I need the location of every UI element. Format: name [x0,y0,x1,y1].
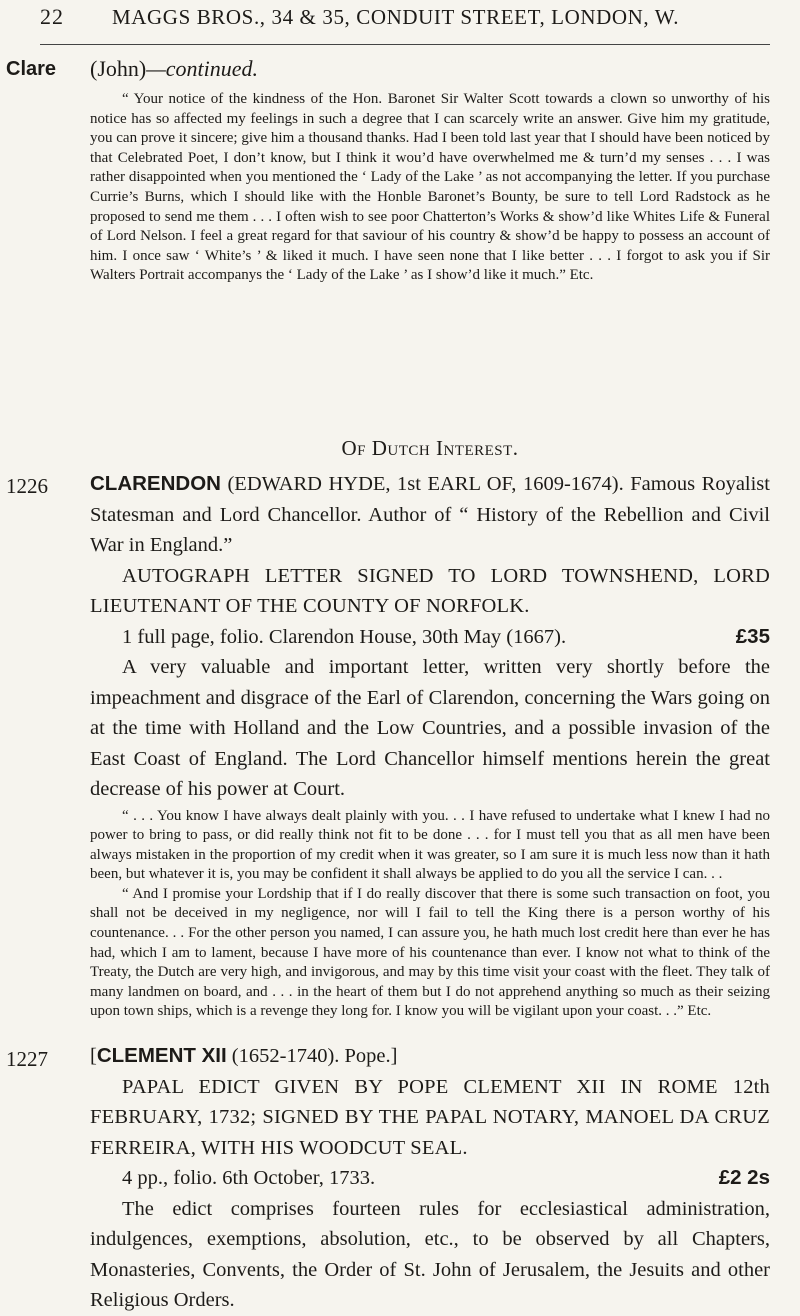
entry-1227-details: 4 pp., folio. 6th October, 1733. [122,1167,376,1189]
entry-1226-name: CLARENDON [90,472,221,495]
entry-1227-body [90,1041,770,1316]
margin-name-clare: Clare [6,58,57,80]
lot-number-1226: 1226 [6,474,48,498]
entry-1226-details-line [90,622,770,653]
continued-quote [90,90,770,286]
entry-1226-quotes [90,807,770,1023]
running-head: MAGGS BROS., 34 & 35, CONDUIT STREET, LONDON, W. [112,5,680,29]
entry-1226-quote-1: “ . . . You know I have always dealt plainly with you. . . I have refused to undertake what I knew I had no power to bring to pass, or did really think not fit to be done . . . for I must tell you that as all men have been always mistaken in the proportion of my credit when it was greater, so I am sure it is much less now than it hath been, but whatever it is, you may be confident it shall always be applied to do you all the service I can. . . [90,807,770,883]
quote-paragraph: “ Your notice of the kindness of the Hon. Baronet Sir Walter Scott towards a clown so unworthy of his notice has so affected my feelings in such a degree that I can scarcely write an answer. Give him my gratitude, you can prove it sincere; give him a thousand thanks. Had I been told last year that I should have been noticed by that Celebrated Poet, I don’t know, but I think it wou’d have overwhelmed me & turn’d my senses . . . I was rather disappointed when you mentioned the ‘ Lady of the Lake ’ as not accompanying the letter. If you purchase Currie’s Burns, which I should like with the Honble Baronet’s Bounty, be sure to tell Lord Radstock as he proposed to send me them . . . I often wish to see poor Chatterton’s Works & show’d like Whites Life & Funeral of Lord Nelson. I feel a great regard for that saviour of his country & show’d be happy to possess an account of him. I once saw ‘ White’s ’ & liked it much. I have seen none that I like better . . . I forgot to ask you if Sir Walters Portrait accompanys the ‘ Lady of the Lake ’ as I show’d like it much.” Etc. [90,91,770,284]
entry-1226-body [90,469,770,805]
entry-1227-title: PAPAL EDICT GIVEN BY POPE CLEMENT XII IN ROME 12th FEBRUARY, 1732; SIGNED BY THE PAPAL NOTARY, MANOEL DA CRUZ FERREIRA, WITH HIS WOODCUT SEAL. [90,1075,770,1159]
continued-heading-suffix: —continued. [146,56,259,81]
continued-heading-name: (John) [90,56,147,81]
entry-1227-description: The edict comprises fourteen rules for ecclesiastical administration, indulgences, exemptions, absolution, etc., to be observed by all Chapters, Monasteries, Convents, the Order of St. John of Jerusalem, the Jesuits and other Religious Orders. [90,1197,770,1311]
entry-1226 [90,469,770,1022]
page-header [40,4,770,45]
entry-1227-intro: (1652-1740). Pope.] [226,1045,398,1067]
entry-1227-price: £2 2s [718,1166,770,1189]
entry-1227-name: CLEMENT XII [96,1044,227,1067]
entry-1226-quote-2: “ And I promise your Lordship that if I do really discover that there is some such transaction on foot, you shall not be deceived in my negligence, nor will I fail to tell the King there is a person worthy of his countenance. . . For the other person you named, I can assure you, he hath much lost credit here than ever he has had, which I am to lament, because I have more of his countenance than ever. I know not what to think of the Treaty, the Dutch are very high, and invigorous, and may by this time visit your coast with the fleet. They talk of many landmen on board, and . . . in the heart of them but I do not apprehend anything so much as their seizing upon town ships, which is a revenge they long for. I know you will be vigilant upon your coast. . .” Etc. [90,885,770,1020]
continued-heading [90,56,770,82]
entry-1227 [90,1041,770,1316]
continued-entry [90,56,770,286]
entry-1226-intro-line [90,469,770,561]
entry-1227-details-line [90,1163,770,1194]
entry-1226-intro: (EDWARD HYDE, 1st EARL OF, 1609-1674). Famous Royalist Statesman and Lord Chancellor. Author of “ History of the Rebellion and Civil War in England.” [90,473,770,556]
entry-1227-bracket: [ [90,1045,97,1067]
entry-1226-description: A very valuable and important letter, written very shortly before the impeachment and disgrace of the Earl of Clarendon, concerning the Wars going on at the time with Holland and the Low Countries, and a possible invasion of the East Coast of England. The Lord Chancellor himself mentions herein the great decrease of his power at Court. [90,656,770,800]
lot-number-1227: 1227 [6,1047,48,1071]
page-number: 22 [40,4,64,29]
section-heading: Of Dutch Interest. [341,436,519,460]
entry-1227-intro-line [90,1041,770,1072]
entry-1226-title: AUTOGRAPH LETTER SIGNED TO LORD TOWNSHEND, LORD LIEUTENANT OF THE COUNTY OF NORFOLK. [90,564,770,617]
entry-1226-price: £35 [735,624,770,648]
entry-1226-details: 1 full page, folio. Clarendon House, 30th May (1667). [122,625,567,648]
